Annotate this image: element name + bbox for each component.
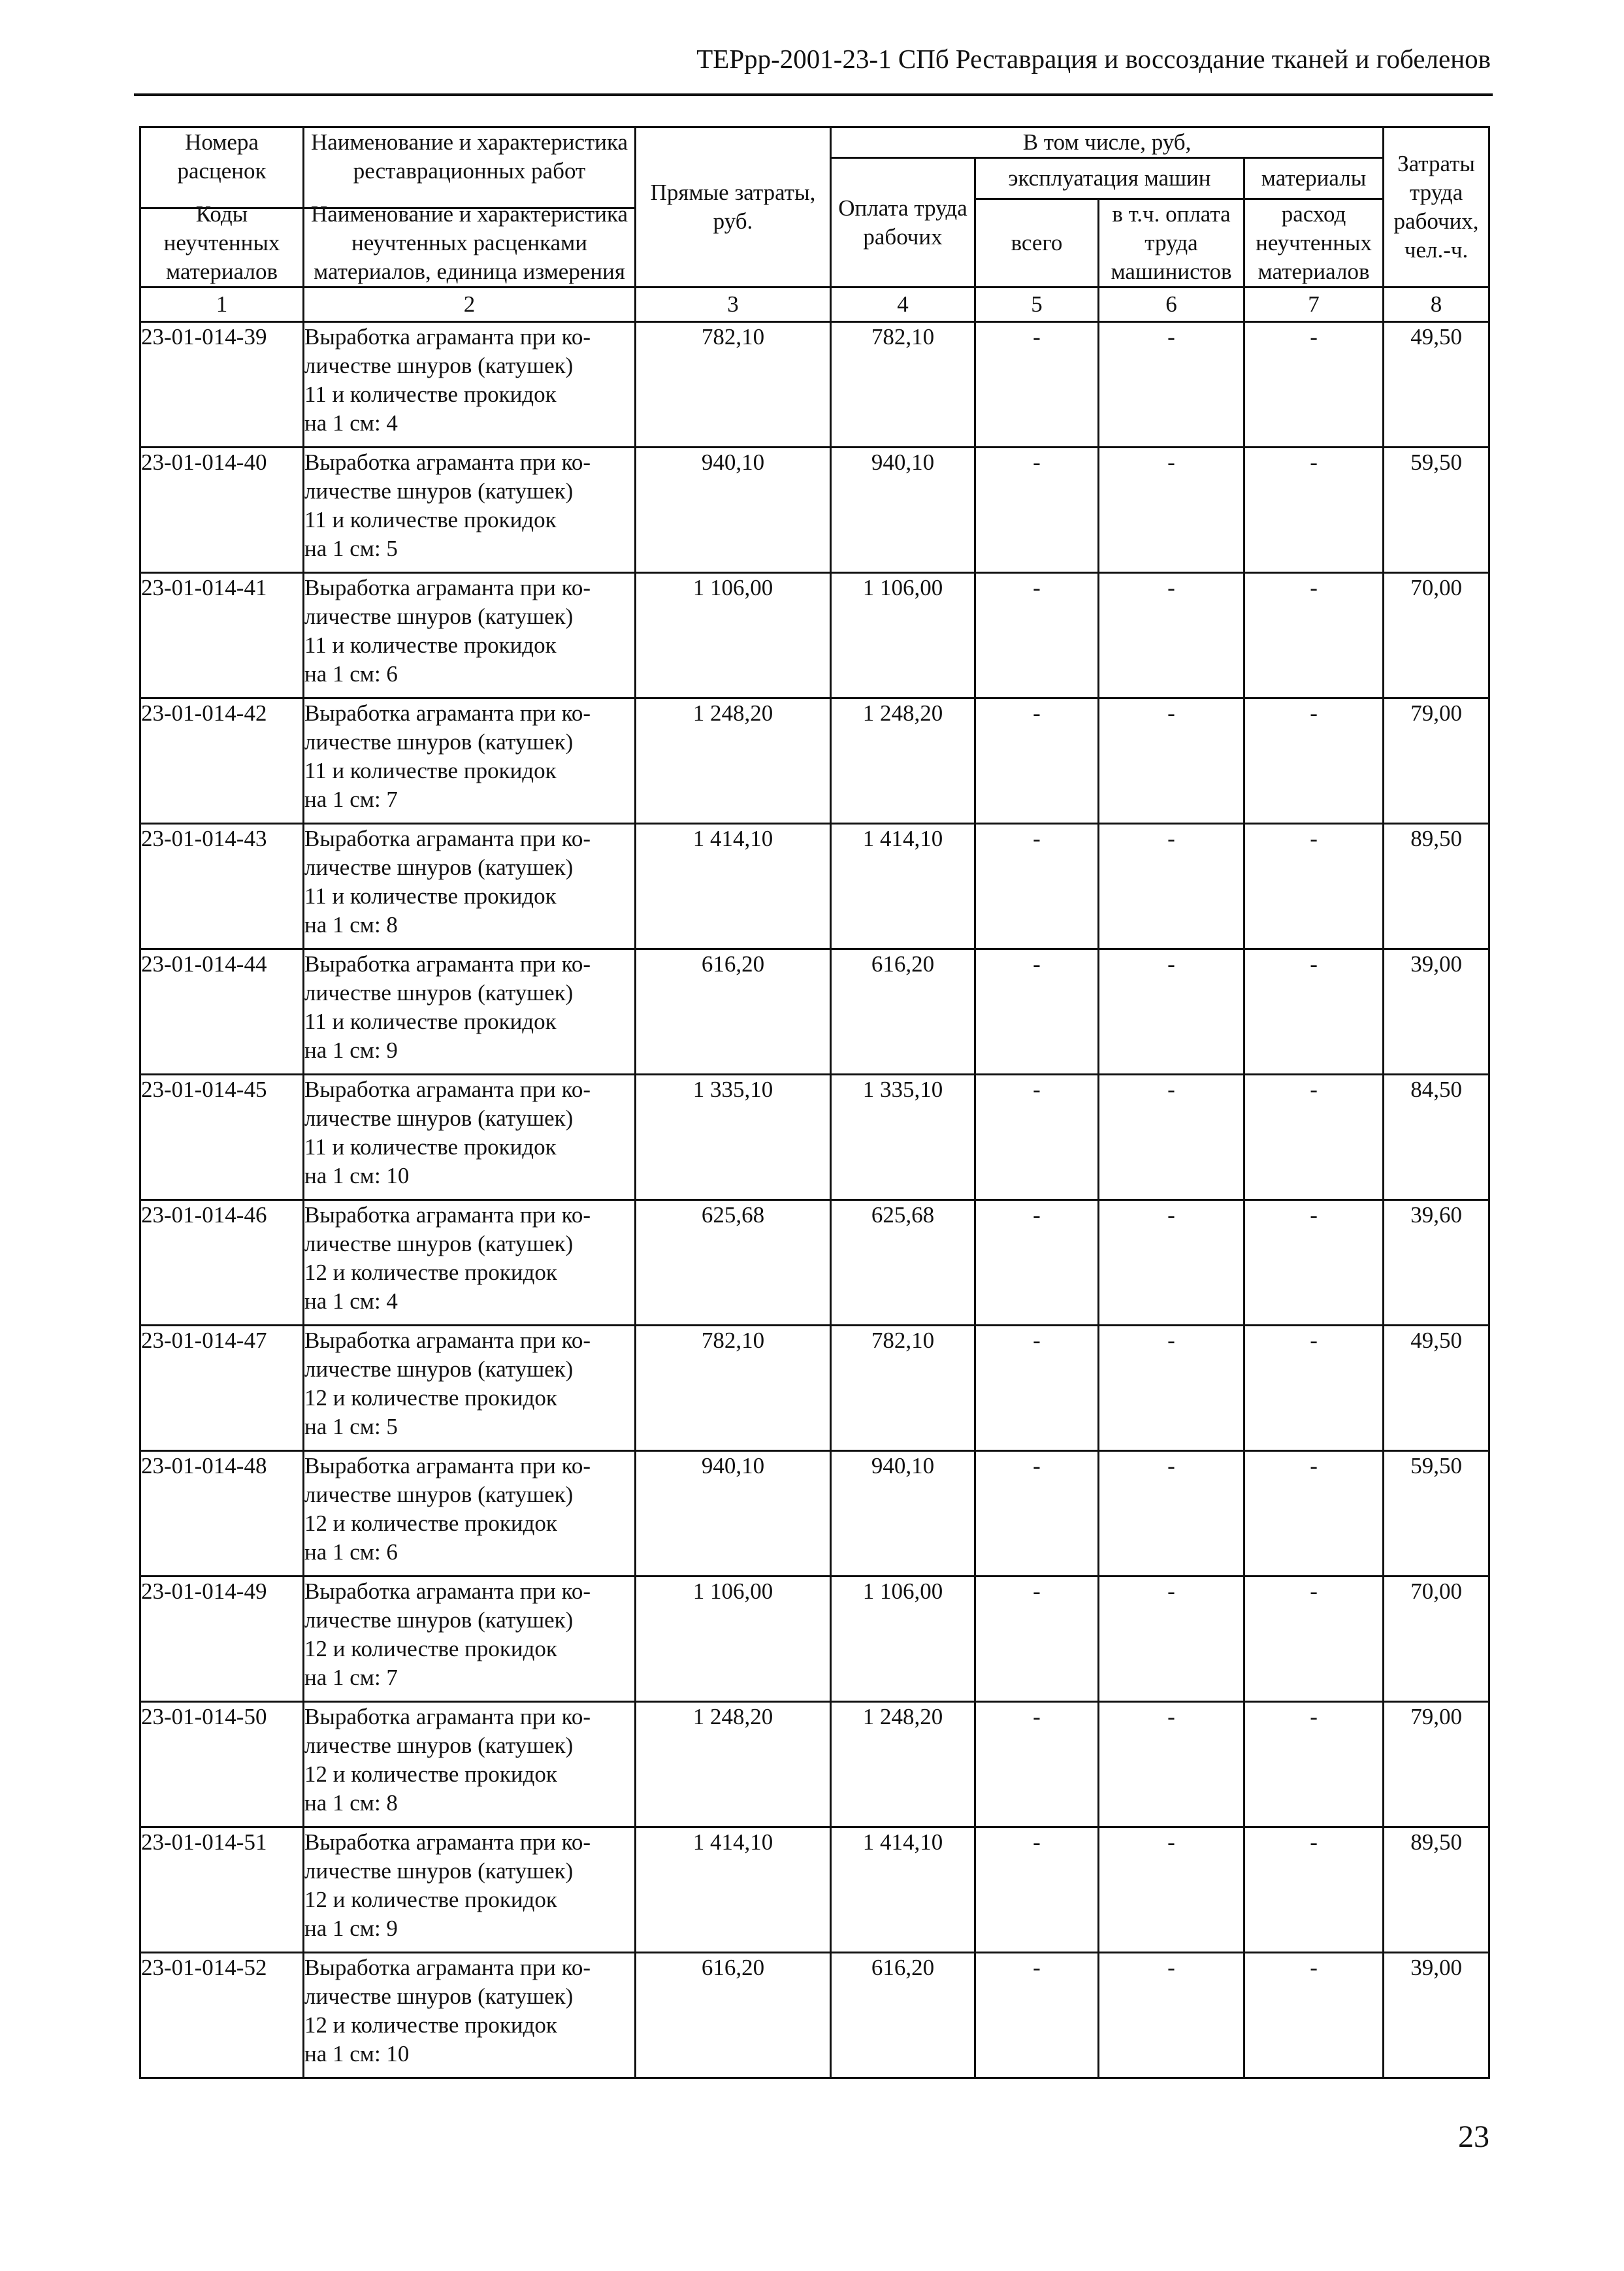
machinists-pay: -: [1099, 1200, 1244, 1326]
machinists-pay: -: [1099, 949, 1244, 1075]
labor-hours: 79,00: [1384, 698, 1489, 824]
labor-pay: 1 106,00: [831, 1577, 975, 1702]
head-machinists-pay: в т.ч. оплата труда машинистов: [1099, 199, 1244, 287]
description-line: личестве шнуров (катушек): [304, 1482, 574, 1507]
description-line: личестве шнуров (катушек): [304, 604, 574, 629]
materials-consumption: -: [1244, 1200, 1384, 1326]
head-machines-group: эксплуатация машин: [975, 158, 1244, 199]
description-line: 11 и количестве прокидок: [304, 758, 557, 783]
machines-total: -: [975, 1953, 1099, 2078]
table-row: [140, 698, 1489, 824]
column-number: 5: [975, 287, 1099, 322]
machines-total: -: [975, 322, 1099, 448]
description-line: Выработка аграманта при ко-: [304, 1955, 591, 1980]
description-line: Выработка аграманта при ко-: [304, 1704, 591, 1729]
head-machines-total: всего: [975, 199, 1099, 287]
machinists-pay: -: [1099, 1577, 1244, 1702]
description-line: личестве шнуров (катушек): [304, 353, 574, 378]
machines-total: -: [975, 824, 1099, 949]
materials-consumption: -: [1244, 322, 1384, 448]
table-row: [140, 1827, 1489, 1953]
labor-hours: 59,50: [1384, 1451, 1489, 1577]
head-direct-costs: Прямые затраты, руб.: [636, 127, 831, 287]
rate-description: [304, 1953, 636, 2078]
table-row: [140, 949, 1489, 1075]
table-row: [140, 1953, 1489, 2078]
direct-costs: 616,20: [636, 1953, 831, 2078]
machinists-pay: -: [1099, 1953, 1244, 2078]
direct-costs: 940,10: [636, 448, 831, 573]
labor-hours: 39,00: [1384, 949, 1489, 1075]
labor-hours: 39,00: [1384, 1953, 1489, 2078]
table-body: [140, 322, 1489, 2078]
rate-description: [304, 1200, 636, 1326]
materials-consumption: -: [1244, 1702, 1384, 1827]
description-line: на 1 см: 5: [304, 1414, 398, 1439]
description-line: личестве шнуров (катушек): [304, 478, 574, 504]
rate-code: 23-01-014-48: [140, 1451, 304, 1577]
table-row: [140, 1200, 1489, 1326]
rate-code: 23-01-014-47: [140, 1326, 304, 1451]
labor-hours: 70,00: [1384, 573, 1489, 698]
direct-costs: 1 248,20: [636, 698, 831, 824]
description-line: личестве шнуров (катушек): [304, 1984, 574, 2009]
description-line: Выработка аграманта при ко-: [304, 1829, 591, 1855]
description-line: на 1 см: 4: [304, 1288, 398, 1314]
head-material-codes: Коды неучтенных материалов: [163, 201, 280, 284]
description-line: личестве шнуров (катушек): [304, 1733, 574, 1758]
labor-pay: 782,10: [831, 1326, 975, 1451]
machinists-pay: -: [1099, 698, 1244, 824]
table-row: [140, 448, 1489, 573]
rate-code: 23-01-014-49: [140, 1577, 304, 1702]
description-line: 12 и количестве прокидок: [304, 1887, 557, 1912]
machines-total: -: [975, 573, 1099, 698]
machinists-pay: -: [1099, 322, 1244, 448]
materials-consumption: -: [1244, 949, 1384, 1075]
description-line: на 1 см: 8: [304, 912, 398, 938]
description-line: личестве шнуров (катушек): [304, 729, 574, 755]
description-line: личестве шнуров (катушек): [304, 1105, 574, 1131]
description-line: на 1 см: 7: [304, 787, 398, 812]
materials-consumption: -: [1244, 1075, 1384, 1200]
labor-pay: 940,10: [831, 1451, 975, 1577]
description-line: личестве шнуров (катушек): [304, 1858, 574, 1884]
page-number: 23: [1458, 2119, 1489, 2154]
direct-costs: 1 106,00: [636, 1577, 831, 1702]
materials-consumption: -: [1244, 824, 1384, 949]
head-materials-group: материалы: [1244, 158, 1384, 199]
rate-description: [304, 824, 636, 949]
rate-code: 23-01-014-45: [140, 1075, 304, 1200]
labor-pay: 1 335,10: [831, 1075, 975, 1200]
labor-pay: 1 414,10: [831, 824, 975, 949]
materials-consumption: -: [1244, 1953, 1384, 2078]
rate-code: 23-01-014-46: [140, 1200, 304, 1326]
labor-pay: 625,68: [831, 1200, 975, 1326]
machinists-pay: -: [1099, 573, 1244, 698]
labor-hours: 89,50: [1384, 1827, 1489, 1953]
description-line: на 1 см: 9: [304, 1037, 398, 1063]
description-line: Выработка аграманта при ко-: [304, 1578, 591, 1604]
description-line: на 1 см: 10: [304, 2041, 410, 2067]
description-line: 11 и количестве прокидок: [304, 1134, 557, 1160]
table-row: [140, 573, 1489, 698]
machinists-pay: -: [1099, 1827, 1244, 1953]
rate-description: [304, 1702, 636, 1827]
table-row: [140, 1451, 1489, 1577]
rates-table: [139, 126, 1490, 2079]
direct-costs: 940,10: [636, 1451, 831, 1577]
materials-consumption: -: [1244, 573, 1384, 698]
table-head: [140, 127, 1489, 322]
description-line: Выработка аграманта при ко-: [304, 1202, 591, 1228]
direct-costs: 1 414,10: [636, 1827, 831, 1953]
labor-pay: 1 414,10: [831, 1827, 975, 1953]
header-rule: [134, 93, 1493, 96]
labor-pay: 940,10: [831, 448, 975, 573]
description-line: 11 и количестве прокидок: [304, 883, 557, 909]
column-number: 3: [636, 287, 831, 322]
column-number: 7: [1244, 287, 1384, 322]
direct-costs: 616,20: [636, 949, 831, 1075]
rate-code: 23-01-014-51: [140, 1827, 304, 1953]
labor-hours: 89,50: [1384, 824, 1489, 949]
description-line: на 1 см: 5: [304, 536, 398, 561]
description-line: 12 и количестве прокидок: [304, 2012, 557, 2038]
rate-description: [304, 322, 636, 448]
materials-consumption: -: [1244, 1577, 1384, 1702]
direct-costs: 1 248,20: [636, 1702, 831, 1827]
machinists-pay: -: [1099, 1702, 1244, 1827]
rate-code: 23-01-014-42: [140, 698, 304, 824]
description-line: Выработка аграманта при ко-: [304, 324, 591, 350]
description-line: 12 и количестве прокидок: [304, 1511, 557, 1536]
column-number: 6: [1099, 287, 1244, 322]
machines-total: -: [975, 1451, 1099, 1577]
rate-code: 23-01-014-52: [140, 1953, 304, 2078]
labor-hours: 84,50: [1384, 1075, 1489, 1200]
description-line: Выработка аграманта при ко-: [304, 1077, 591, 1102]
materials-consumption: -: [1244, 1451, 1384, 1577]
labor-pay: 616,20: [831, 949, 975, 1075]
direct-costs: 1 106,00: [636, 573, 831, 698]
head-rate-numbers: Номера расценок: [177, 129, 267, 184]
machines-total: -: [975, 698, 1099, 824]
table-row: [140, 1577, 1489, 1702]
labor-hours: 59,50: [1384, 448, 1489, 573]
description-line: на 1 см: 4: [304, 410, 398, 436]
description-line: личестве шнуров (катушек): [304, 1607, 574, 1633]
materials-consumption: -: [1244, 1827, 1384, 1953]
head-work-name: Наименование и характеристика реставрационных работ: [310, 129, 628, 184]
direct-costs: 782,10: [636, 322, 831, 448]
machines-total: -: [975, 1326, 1099, 1451]
direct-costs: 1 335,10: [636, 1075, 831, 1200]
labor-pay: 1 248,20: [831, 1702, 975, 1827]
machines-total: -: [975, 1075, 1099, 1200]
description-line: на 1 см: 6: [304, 661, 398, 687]
column-number: 8: [1384, 287, 1489, 322]
table-row: [140, 1075, 1489, 1200]
description-line: Выработка аграманта при ко-: [304, 1328, 591, 1353]
machinists-pay: -: [1099, 1075, 1244, 1200]
description-line: 11 и количестве прокидок: [304, 632, 557, 658]
description-line: на 1 см: 10: [304, 1163, 410, 1188]
head-col1: [140, 127, 304, 287]
labor-hours: 39,60: [1384, 1200, 1489, 1326]
description-line: на 1 см: 7: [304, 1665, 398, 1690]
rate-code: 23-01-014-41: [140, 573, 304, 698]
labor-hours: 49,50: [1384, 1326, 1489, 1451]
description-line: на 1 см: 8: [304, 1790, 398, 1816]
table-row: [140, 1326, 1489, 1451]
head-material-name: Наименование и характеристика неучтенных расценками материалов, единица измерения: [310, 201, 628, 284]
description-line: Выработка аграманта при ко-: [304, 575, 591, 600]
description-line: Выработка аграманта при ко-: [304, 700, 591, 726]
machines-total: -: [975, 1702, 1099, 1827]
direct-costs: 782,10: [636, 1326, 831, 1451]
rate-description: [304, 1075, 636, 1200]
machinists-pay: -: [1099, 824, 1244, 949]
machinists-pay: -: [1099, 448, 1244, 573]
machines-total: -: [975, 1827, 1099, 1953]
machines-total: -: [975, 448, 1099, 573]
rate-description: [304, 698, 636, 824]
description-line: 12 и количестве прокидок: [304, 1385, 557, 1411]
description-line: на 1 см: 9: [304, 1916, 398, 1941]
machinists-pay: -: [1099, 1326, 1244, 1451]
description-line: на 1 см: 6: [304, 1539, 398, 1565]
page-header: ТЕРрр-2001-23-1 СПб Реставрация и воссоздание тканей и гобеленов: [696, 44, 1491, 74]
machines-total: -: [975, 1200, 1099, 1326]
rate-code: 23-01-014-43: [140, 824, 304, 949]
rate-description: [304, 1326, 636, 1451]
description-line: Выработка аграманта при ко-: [304, 449, 591, 475]
rate-code: 23-01-014-39: [140, 322, 304, 448]
labor-hours: 79,00: [1384, 1702, 1489, 1827]
description-line: личестве шнуров (катушек): [304, 1231, 574, 1256]
head-labor-pay: Оплата труда рабочих: [831, 158, 975, 287]
direct-costs: 1 414,10: [636, 824, 831, 949]
labor-hours: 70,00: [1384, 1577, 1489, 1702]
head-col2: [304, 127, 636, 287]
head-materials-consumption: расход неучтенных материалов: [1244, 199, 1384, 287]
rate-description: [304, 949, 636, 1075]
description-line: Выработка аграманта при ко-: [304, 826, 591, 851]
labor-pay: 616,20: [831, 1953, 975, 2078]
head-col1-divider: [141, 207, 302, 209]
table-row: [140, 322, 1489, 448]
materials-consumption: -: [1244, 448, 1384, 573]
rate-code: 23-01-014-50: [140, 1702, 304, 1827]
rate-description: [304, 448, 636, 573]
head-col2-divider: [304, 207, 634, 209]
machines-total: -: [975, 949, 1099, 1075]
description-line: 11 и количестве прокидок: [304, 1009, 557, 1034]
rate-description: [304, 1577, 636, 1702]
labor-pay: 1 106,00: [831, 573, 975, 698]
labor-pay: 782,10: [831, 322, 975, 448]
direct-costs: 625,68: [636, 1200, 831, 1326]
description-line: личестве шнуров (катушек): [304, 980, 574, 1005]
head-labor-hours: Затраты труда рабочих, чел.-ч.: [1384, 127, 1489, 287]
description-line: 11 и количестве прокидок: [304, 382, 557, 407]
column-numbers-row: [140, 287, 1489, 322]
description-line: 11 и количестве прокидок: [304, 507, 557, 532]
description-line: личестве шнуров (катушек): [304, 1356, 574, 1382]
description-line: личестве шнуров (катушек): [304, 855, 574, 880]
machinists-pay: -: [1099, 1451, 1244, 1577]
rate-code: 23-01-014-44: [140, 949, 304, 1075]
labor-hours: 49,50: [1384, 322, 1489, 448]
description-line: 12 и количестве прокидок: [304, 1761, 557, 1787]
rate-description: [304, 1827, 636, 1953]
column-number: 2: [304, 287, 636, 322]
column-number: 1: [140, 287, 304, 322]
rate-description: [304, 573, 636, 698]
head-including-group: В том числе, руб,: [831, 127, 1384, 158]
materials-consumption: -: [1244, 698, 1384, 824]
table-row: [140, 1702, 1489, 1827]
labor-pay: 1 248,20: [831, 698, 975, 824]
description-line: 12 и количестве прокидок: [304, 1260, 557, 1285]
description-line: Выработка аграманта при ко-: [304, 1453, 591, 1479]
machines-total: -: [975, 1577, 1099, 1702]
description-line: Выработка аграманта при ко-: [304, 951, 591, 977]
description-line: 12 и количестве прокидок: [304, 1636, 557, 1661]
table-row: [140, 824, 1489, 949]
column-number: 4: [831, 287, 975, 322]
rate-description: [304, 1451, 636, 1577]
rate-code: 23-01-014-40: [140, 448, 304, 573]
materials-consumption: -: [1244, 1326, 1384, 1451]
